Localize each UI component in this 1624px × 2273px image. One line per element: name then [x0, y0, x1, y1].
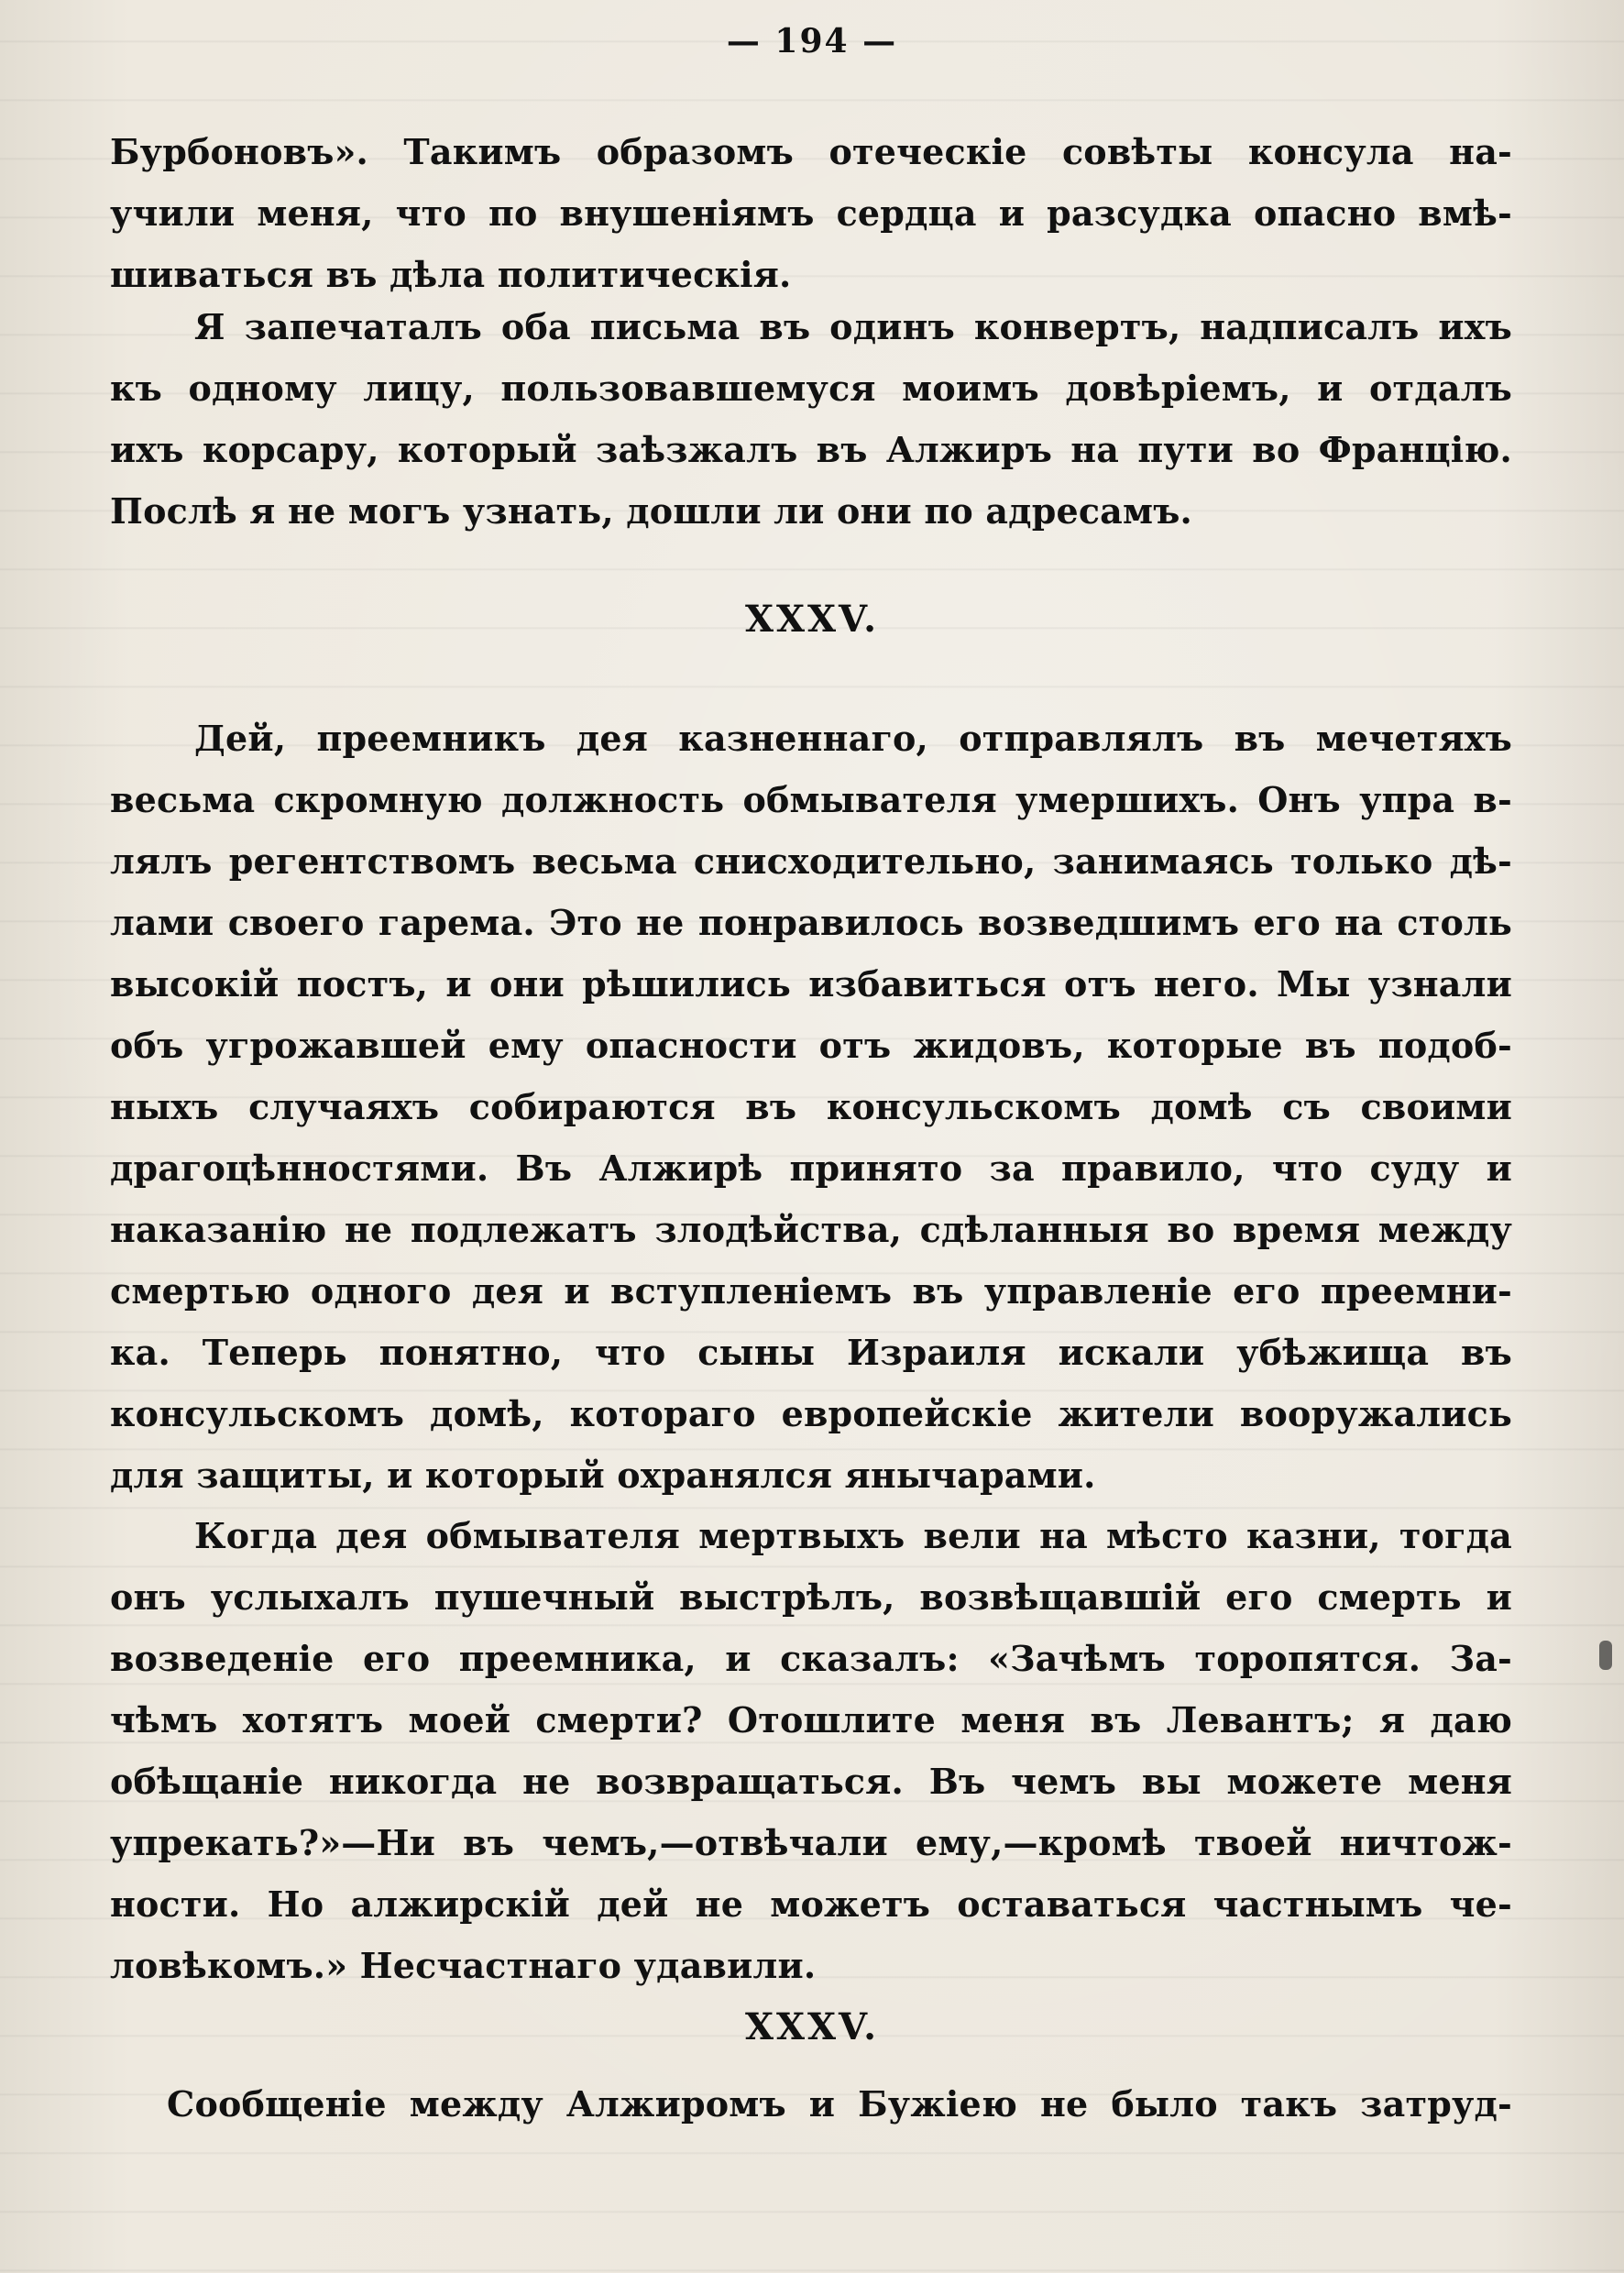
text-line: учили меня, что по внушеніямъ сердца и разсудка опасно вмѣ-: [110, 192, 1512, 234]
text-line: Я запечаталъ оба письма въ одинъ конвертъ, надписалъ ихъ: [194, 306, 1512, 347]
text-line: лялъ регентствомъ весьма снисходительно, занимаясь только дѣ-: [110, 840, 1512, 882]
text-line: упрекать?»—Ни въ чемъ,—отвѣчали ему,—кромѣ твоей ничтож-: [110, 1822, 1512, 1863]
text-line: къ одному лицу, пользовавшемуся моимъ довѣріемъ, и отдалъ: [110, 368, 1512, 409]
paragraph: [110, 296, 1512, 542]
text-line: обѣщаніе никогда не возвращаться. Въ чемъ вы можете меня: [110, 1761, 1512, 1802]
text-line: весьма скромную должность обмывателя умершихъ. Онъ упра в-: [110, 779, 1512, 820]
ink-mark: [1599, 1641, 1612, 1670]
text-line: ныхъ случаяхъ собираются въ консульскомъ домѣ съ своими: [110, 1086, 1512, 1127]
text-line: возведеніе его преемника, и сказалъ: «Зачѣмъ торопятся. За-: [110, 1638, 1512, 1679]
text-line: смертью одного дея и вступленіемъ въ управленіе его преемни-: [110, 1270, 1512, 1312]
text-line: Когда дея обмывателя мертвыхъ вели на мѣсто казни, тогда: [194, 1515, 1512, 1556]
text-line: ности. Но алжирскій дей не можетъ оставаться частнымъ че-: [110, 1883, 1512, 1925]
chapter-heading: XXXV.: [744, 2005, 880, 2048]
text-line: чѣмъ хотятъ моей смерти? Отошлите меня въ Левантъ; я даю: [110, 1699, 1512, 1740]
text-line: онъ услыхалъ пушечный выстрѣлъ, возвѣщавшій его смерть и: [110, 1576, 1512, 1618]
chapter-heading: XXXV.: [744, 598, 880, 641]
text-line: Дей, преемникъ дея казненнаго, отправлялъ въ мечетяхъ: [194, 718, 1512, 759]
text-line: ловѣкомъ.» Несчастнаго удавили.: [110, 1945, 817, 1986]
text-line: высокій постъ, и они рѣшились избавиться отъ него. Мы узнали: [110, 963, 1512, 1005]
text-line: для защиты, и который охранялся янычарами.: [110, 1455, 1096, 1496]
text-line: ихъ корсару, который заѣзжалъ въ Алжиръ на пути во Францію.: [110, 429, 1512, 470]
text-line: лами своего гарема. Это не понравилось возведшимъ его на столь: [110, 902, 1512, 943]
paragraph: [110, 708, 1512, 1506]
text-line: объ угрожавшей ему опасности отъ жидовъ, которые въ подоб-: [110, 1025, 1512, 1066]
paragraph: [110, 1505, 1512, 1996]
text-line: наказанію не подлежатъ злодѣйства, сдѣланныя во время между: [110, 1209, 1512, 1250]
paragraph: [110, 2073, 1512, 2135]
text-line: Сообщеніе между Алжиромъ и Бужіею не было такъ затруд-: [167, 2083, 1512, 2125]
text-line: шиваться въ дѣла политическія.: [110, 254, 792, 295]
page-number: — 194 —: [726, 22, 898, 60]
text-line: драгоцѣнностями. Въ Алжирѣ принято за правило, что суду и: [110, 1147, 1512, 1189]
paragraph-continuation: [110, 121, 1512, 305]
text-line: Послѣ я не могъ узнать, дошли ли они по адресамъ.: [110, 490, 1192, 532]
text-line: Бурбоновъ». Такимъ образомъ отеческіе совѣты консула на-: [110, 131, 1512, 172]
text-line: консульскомъ домѣ, котораго европейскіе жители вооружались: [110, 1393, 1512, 1434]
text-line: ка. Теперь понятно, что сыны Израиля искали убѣжища въ: [110, 1332, 1512, 1373]
